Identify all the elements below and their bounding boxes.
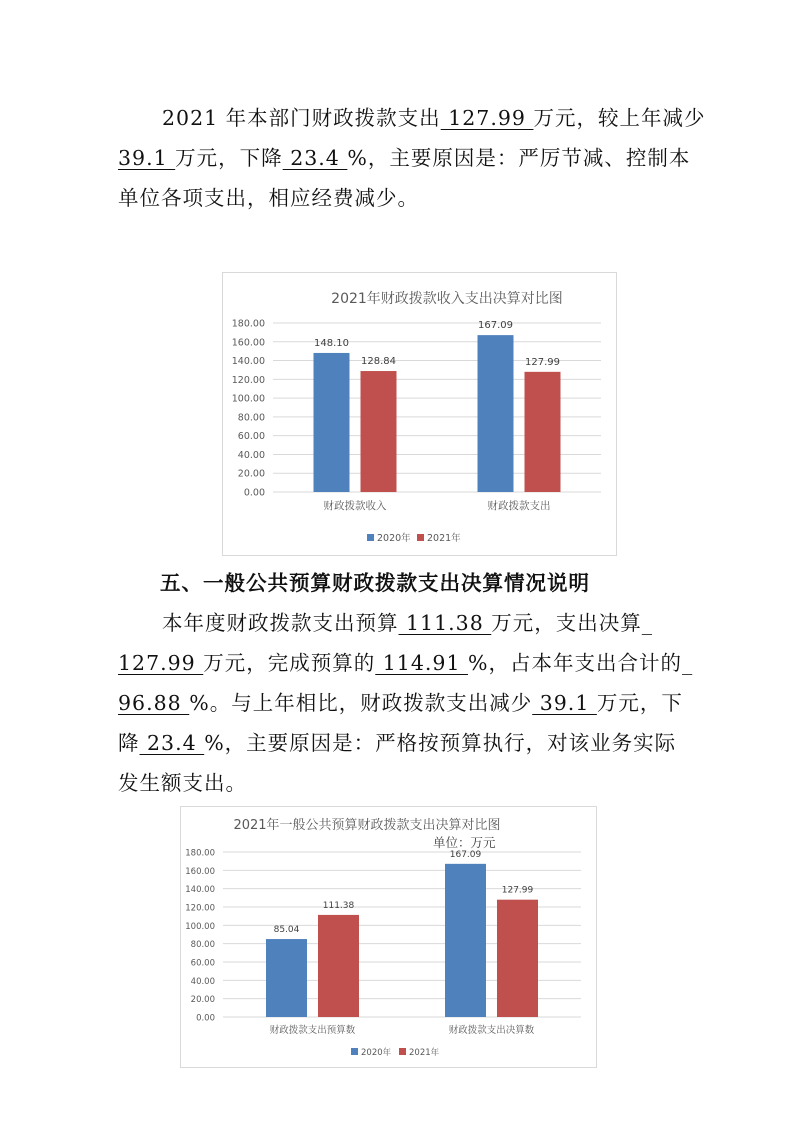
bar bbox=[361, 371, 397, 492]
data-label: 127.99 bbox=[501, 885, 534, 896]
x-category-label: 财政拨款支出 bbox=[487, 500, 551, 512]
value-budget: 111.38 bbox=[398, 611, 492, 635]
chart-general-budget bbox=[180, 806, 597, 1068]
data-label: 128.84 bbox=[361, 356, 396, 368]
value-decrease-amount: 39.1 bbox=[532, 691, 597, 715]
y-tick-label: 80.00 bbox=[190, 940, 215, 951]
y-tick-label: 100.00 bbox=[185, 921, 215, 932]
y-tick-label: 100.00 bbox=[231, 393, 265, 405]
legend-label: 2020年 bbox=[361, 1048, 392, 1058]
paragraph-line bbox=[118, 683, 683, 723]
legend-label: 2021年 bbox=[427, 533, 461, 544]
text-segment: %，主要原因是：严格按预算执行，对该业务实际 bbox=[204, 731, 677, 755]
text-segment: 万元，下 bbox=[596, 691, 683, 715]
paragraph-line bbox=[118, 178, 678, 218]
y-tick-label: 180.00 bbox=[185, 848, 215, 859]
value-decrease-amount: 39.1 bbox=[118, 146, 176, 170]
section-heading: 五、一般公共预算财政拨款支出决算情况说明 bbox=[160, 571, 590, 595]
y-tick-label: 40.00 bbox=[190, 976, 215, 987]
y-tick-label: 80.00 bbox=[237, 412, 265, 424]
y-tick-label: 140.00 bbox=[185, 885, 215, 896]
paragraph-line bbox=[118, 603, 678, 643]
text-segment: 万元，下降 bbox=[175, 146, 283, 170]
text-segment: 2021 年本部门财政拨款支出 bbox=[162, 106, 441, 130]
paragraph-line bbox=[118, 723, 678, 763]
text-segment: 万元，较上年减少 bbox=[533, 106, 706, 130]
x-category-label: 财政拨款支出决算数 bbox=[448, 1025, 535, 1036]
y-tick-label: 0.00 bbox=[196, 1013, 215, 1024]
paragraph-line bbox=[118, 763, 678, 803]
bar bbox=[497, 900, 538, 1017]
chart-title: 2021年一般公共预算财政拨款支出决算对比图 bbox=[233, 818, 501, 833]
y-tick-label: 60.00 bbox=[237, 431, 265, 443]
legend-label: 2020年 bbox=[377, 533, 411, 544]
y-tick-label: 120.00 bbox=[185, 903, 215, 914]
text-segment: 本年度财政拨款支出预算 bbox=[162, 611, 399, 635]
text-segment: 万元，支出决算 bbox=[491, 611, 642, 635]
y-tick-label: 20.00 bbox=[237, 468, 265, 480]
legend-swatch bbox=[399, 1048, 406, 1055]
y-tick-label: 160.00 bbox=[231, 337, 265, 349]
chart-income-expenditure bbox=[222, 272, 617, 556]
chart-subtitle: 单位：万元 bbox=[433, 835, 496, 850]
x-category-label: 财政拨款支出预算数 bbox=[269, 1025, 356, 1036]
text-segment: 单位各项支出，相应经费减少。 bbox=[118, 186, 419, 210]
bar bbox=[525, 372, 561, 492]
y-tick-label: 180.00 bbox=[231, 318, 265, 330]
y-tick-label: 140.00 bbox=[231, 356, 265, 368]
y-tick-label: 120.00 bbox=[231, 374, 265, 386]
value-expenditure: 127.99 bbox=[440, 106, 534, 130]
y-tick-label: 60.00 bbox=[190, 958, 215, 969]
paragraph-line bbox=[118, 138, 691, 178]
text-segment: 万元，完成预算的 bbox=[203, 651, 376, 675]
bar bbox=[478, 335, 514, 492]
x-category-label: 财政拨款收入 bbox=[323, 500, 387, 512]
value-decrease-percent: 23.4 bbox=[282, 146, 348, 170]
text-segment: %，主要原因是：严厉节减、控制本 bbox=[347, 146, 691, 170]
chart-svg bbox=[223, 273, 616, 555]
y-tick-label: 160.00 bbox=[185, 866, 215, 877]
legend-swatch bbox=[417, 534, 424, 541]
data-label: 167.09 bbox=[478, 320, 513, 332]
text-segment: 发生额支出。 bbox=[118, 771, 247, 795]
value-completion-percent: 114.91 bbox=[375, 651, 469, 675]
data-label: 85.04 bbox=[273, 925, 300, 936]
paragraph-line bbox=[118, 98, 706, 138]
text-segment: 降 bbox=[118, 731, 140, 755]
value-decrease-percent: 23.4 bbox=[139, 731, 205, 755]
legend-label: 2021年 bbox=[409, 1048, 440, 1058]
paragraph-budget-explanation bbox=[118, 603, 694, 803]
data-label: 111.38 bbox=[322, 900, 355, 911]
y-tick-label: 20.00 bbox=[190, 995, 215, 1006]
text-segment: _ bbox=[641, 611, 654, 635]
chart-title: 2021年财政拨款收入支出决算对比图 bbox=[331, 291, 563, 307]
data-label: 148.10 bbox=[314, 337, 349, 349]
legend-swatch bbox=[351, 1048, 358, 1055]
legend-swatch bbox=[367, 534, 374, 541]
text-segment: %。与上年相比，财政拨款支出减少 bbox=[189, 691, 533, 715]
bar bbox=[266, 939, 307, 1017]
bar bbox=[318, 915, 359, 1017]
bar bbox=[314, 353, 350, 492]
value-share-percent: 96.88 bbox=[118, 691, 190, 715]
value-final-expenditure: 127.99 bbox=[118, 651, 204, 675]
paragraph-expenditure-summary bbox=[118, 98, 706, 218]
text-segment: _ bbox=[682, 651, 694, 675]
data-label: 127.99 bbox=[525, 356, 560, 368]
y-tick-label: 0.00 bbox=[243, 487, 265, 499]
data-label: 167.09 bbox=[449, 849, 482, 860]
text-segment: %，占本年支出合计的 bbox=[468, 651, 682, 675]
chart-svg bbox=[181, 807, 596, 1067]
bar bbox=[445, 864, 486, 1017]
y-tick-label: 40.00 bbox=[237, 449, 265, 461]
paragraph-line bbox=[118, 643, 694, 683]
